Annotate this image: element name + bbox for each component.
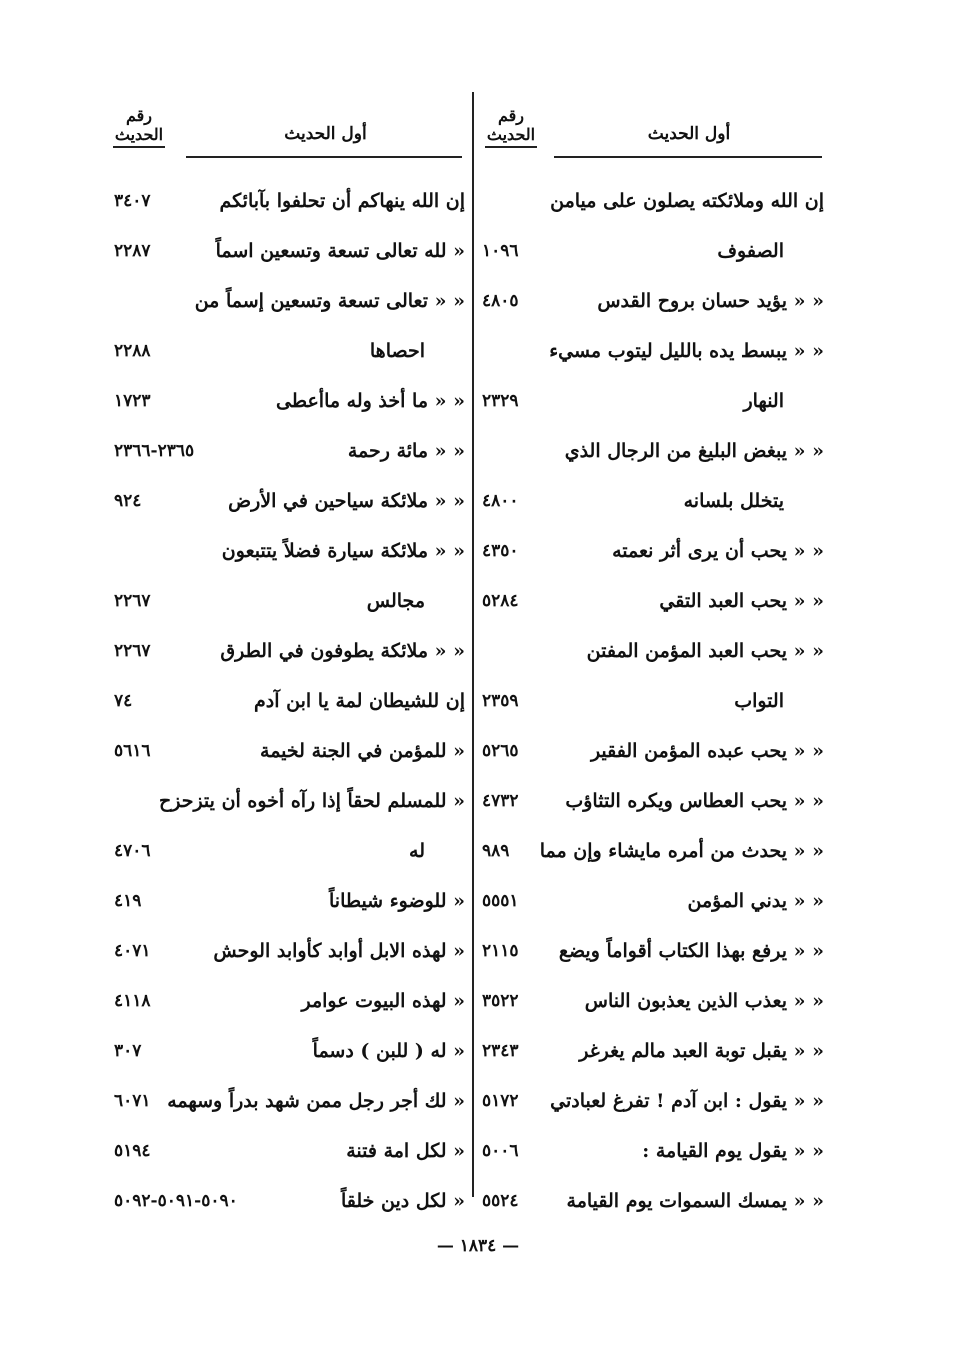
hadith-opening-text: « « مائة رحمة — [347, 440, 465, 462]
hadith-opening-text: « « يدني المؤمن — [687, 890, 824, 912]
hadith-opening-text: « « يحدث من أمره مايشاء وإن مما — [539, 840, 824, 862]
hadith-opening-text: « لهذه البيوت عوامر — [301, 990, 465, 1012]
index-entry — [110, 1176, 465, 1226]
right-index-column — [478, 86, 824, 1212]
index-entry — [110, 1076, 465, 1126]
hadith-number: ٥٦١٦ — [114, 741, 151, 761]
hadith-number: ٢٢٨٨ — [114, 341, 151, 361]
hadith-opening-text: « « ملائكة سيارة فضلاً يتتبعون — [221, 540, 465, 562]
index-entry — [110, 626, 465, 676]
hadith-number-header — [110, 106, 168, 148]
hadith-number: ٢٣٢٩ — [482, 391, 519, 411]
header-rule — [554, 156, 822, 158]
hadith-number-header-line1: رقم — [497, 106, 525, 125]
hadith-opening-text: « « ما أخذ وله ماأعطى — [276, 390, 465, 412]
hadith-number: ٢٣٤٣ — [482, 1041, 519, 1061]
column-divider — [472, 92, 474, 1197]
hadith-number-header-line1: رقم — [125, 106, 153, 125]
hadith-opening-text: « « يعذب الذين يعذبون الناس — [584, 990, 824, 1012]
hadith-number-header-line2: الحديث — [114, 125, 164, 144]
index-entry — [110, 576, 465, 626]
index-entry — [478, 276, 824, 326]
hadith-opening-text: له — [409, 840, 425, 862]
hadith-number: ٢٣٥٩ — [482, 691, 519, 711]
hadith-opening-text: « للوضوء شيطاناً — [329, 890, 465, 912]
hadith-opening-text: يتخلل بلسانه — [683, 490, 784, 512]
hadith-opening-text: « « تعالى تسعة وتسعين إسماً من — [194, 290, 465, 312]
index-entry — [110, 526, 465, 576]
hadith-number: ٥٠٠٦ — [482, 1141, 519, 1161]
index-entry — [478, 476, 824, 526]
hadith-number: ٢١١٥ — [482, 941, 519, 961]
hadith-opening-text: « « يبغض البليغ من الرجال الذي — [564, 440, 824, 462]
hadith-number: ٥٥٥١ — [482, 891, 519, 911]
index-entry — [110, 926, 465, 976]
hadith-opening-text: احصاها — [369, 340, 425, 362]
hadith-number: ٩٢٤ — [114, 491, 142, 511]
hadith-number: ٥٢٦٥ — [482, 741, 519, 761]
index-entry — [110, 1126, 465, 1176]
index-entry — [478, 576, 824, 626]
hadith-opening-text: « « يحب العبد المؤمن المفتن — [586, 640, 824, 662]
hadith-opening-text: « لكل امة فتنة — [346, 1140, 465, 1162]
hadith-opening-text: « « يؤيد حسان بروح القدس — [597, 290, 824, 312]
hadith-opening-text: الصفوف — [717, 240, 784, 262]
index-entry — [110, 776, 465, 826]
index-entry — [478, 976, 824, 1026]
index-entry — [478, 1126, 824, 1176]
hadith-opening-text: « « يقبل توبة العبد مالم يغرغر — [579, 1040, 824, 1062]
hadith-number-header-line2: الحديث — [486, 125, 536, 144]
index-entry — [110, 676, 465, 726]
hadith-opening-text: « « يحب العبد التقي — [659, 590, 824, 612]
hadith-number: ٧٤ — [114, 691, 133, 711]
index-entry — [478, 526, 824, 576]
index-entry — [110, 226, 465, 276]
index-entry — [110, 976, 465, 1026]
index-entry — [478, 676, 824, 726]
hadith-opening-text: « لهذه الابل أوابد كأوابد الوحش — [213, 940, 465, 962]
index-entry — [478, 726, 824, 776]
hadith-number: ٤٠٧١ — [114, 941, 151, 961]
hadith-number: ٥١٩٤ — [114, 1141, 151, 1161]
hadith-number: ٢٣٦٥-٢٣٦٦ — [114, 441, 195, 461]
hadith-opening-text: مجالس — [366, 590, 425, 612]
hadith-number: ٩٨٩ — [482, 841, 510, 861]
header-underline — [485, 146, 537, 148]
hadith-number: ٤١٩ — [114, 891, 142, 911]
index-entry — [110, 376, 465, 426]
hadith-number: ٤٣٥٠ — [482, 541, 519, 561]
index-entry — [110, 1026, 465, 1076]
index-entry — [478, 876, 824, 926]
index-entry — [110, 876, 465, 926]
hadith-opening-text: « للمؤمن في الجنة لخيمة — [260, 740, 465, 762]
hadith-number: ١٠٩٦ — [482, 241, 519, 261]
hadith-opening-text: « لله تعالى تسعة وتسعين اسماً — [215, 240, 465, 262]
hadith-number: ٥٠٩٠-٥٠٩١-٥٠٩٢ — [114, 1191, 238, 1211]
hadith-opening-text: « « يحب أن يرى أثر نعمته — [612, 540, 824, 562]
hadith-number: ٢٢٦٧ — [114, 641, 151, 661]
index-entry — [478, 376, 824, 426]
hadith-start-header: أول الحديث — [647, 124, 731, 144]
index-entry — [478, 626, 824, 676]
hadith-opening-text: إن الله وملائكته يصلون على ميامن — [550, 190, 824, 212]
hadith-number: ٦٠٧١ — [114, 1091, 151, 1111]
hadith-number: ٥٢٨٤ — [482, 591, 519, 611]
hadith-number: ٣٥٢٢ — [482, 991, 519, 1011]
hadith-opening-text: « « يمسك السموات يوم القيامة — [566, 1190, 824, 1212]
index-entry — [478, 826, 824, 876]
hadith-number: ٢٢٨٧ — [114, 241, 151, 261]
index-entry — [478, 326, 824, 376]
hadith-number: ٥١٧٢ — [482, 1091, 519, 1111]
hadith-number: ٤٧٠٦ — [114, 841, 151, 861]
hadith-opening-text: « له ( للبن ) دسماً — [312, 1040, 465, 1062]
hadith-opening-text: « « يبسط يده بالليل ليتوب مسيء — [549, 340, 824, 362]
index-entry — [478, 1026, 824, 1076]
index-entry — [478, 426, 824, 476]
hadith-number: ٤٨٠٠ — [482, 491, 519, 511]
hadith-number: ٢٢٦٧ — [114, 591, 151, 611]
hadith-opening-text: « « يحب عبده المؤمن الفقير — [590, 740, 824, 762]
hadith-number: ١٧٢٣ — [114, 391, 151, 411]
hadith-opening-text: « للمسلم لحقاً إذا رآه أخوه أن يتزحزح — [158, 790, 465, 812]
hadith-opening-text: « لكل دين خلقاً — [340, 1190, 465, 1212]
index-entry — [110, 276, 465, 326]
index-entry — [478, 1076, 824, 1126]
hadith-number: ٣٠٧ — [114, 1041, 142, 1061]
hadith-opening-text: « « ملائكة يطوفون في الطرق — [220, 640, 465, 662]
hadith-opening-text: « « يرفع بهذا الكتاب أقواماً ويضع — [558, 940, 824, 962]
index-entry — [110, 176, 465, 226]
hadith-opening-text: إن للشيطان لمة يا ابن آدم — [254, 690, 465, 712]
hadith-opening-text: « « يقول يوم القيامة : — [642, 1140, 824, 1162]
header-rule — [186, 156, 462, 158]
index-entry — [478, 776, 824, 826]
hadith-number-header — [482, 106, 540, 148]
hadith-number: ٤٨٠٥ — [482, 291, 519, 311]
index-entry — [478, 926, 824, 976]
hadith-number: ٤١١٨ — [114, 991, 151, 1011]
index-entry — [478, 1176, 824, 1226]
index-entry — [110, 726, 465, 776]
hadith-number: ٤٧٣٢ — [482, 791, 519, 811]
hadith-opening-text: التواب — [734, 690, 784, 712]
hadith-number: ٣٤٠٧ — [114, 191, 151, 211]
hadith-start-header: أول الحديث — [284, 124, 367, 144]
header-underline — [113, 146, 165, 148]
hadith-opening-text: « « يقول : ابن آدم ! تفرغ لعبادتي — [550, 1090, 824, 1112]
index-entry — [478, 226, 824, 276]
index-entry — [110, 476, 465, 526]
index-entry — [110, 826, 465, 876]
page-number: — ١٨٣٤ — — [436, 1236, 520, 1256]
hadith-opening-text: « « يحب العطاس ويكره التثاؤب — [565, 790, 824, 812]
hadith-opening-text: « « ملائكة سياحين في الأرض — [228, 490, 465, 512]
hadith-opening-text: النهار — [743, 390, 784, 412]
hadith-opening-text: « لك أجر رجل ممن شهد بدراً وسهمه — [167, 1090, 465, 1112]
index-entry — [110, 426, 465, 476]
left-index-column — [110, 86, 465, 1212]
hadith-opening-text: إن الله ينهاكم أن تحلفوا بآبائكم — [219, 190, 465, 212]
index-entry — [110, 326, 465, 376]
hadith-number: ٥٥٢٤ — [482, 1191, 519, 1211]
index-entry — [478, 176, 824, 226]
